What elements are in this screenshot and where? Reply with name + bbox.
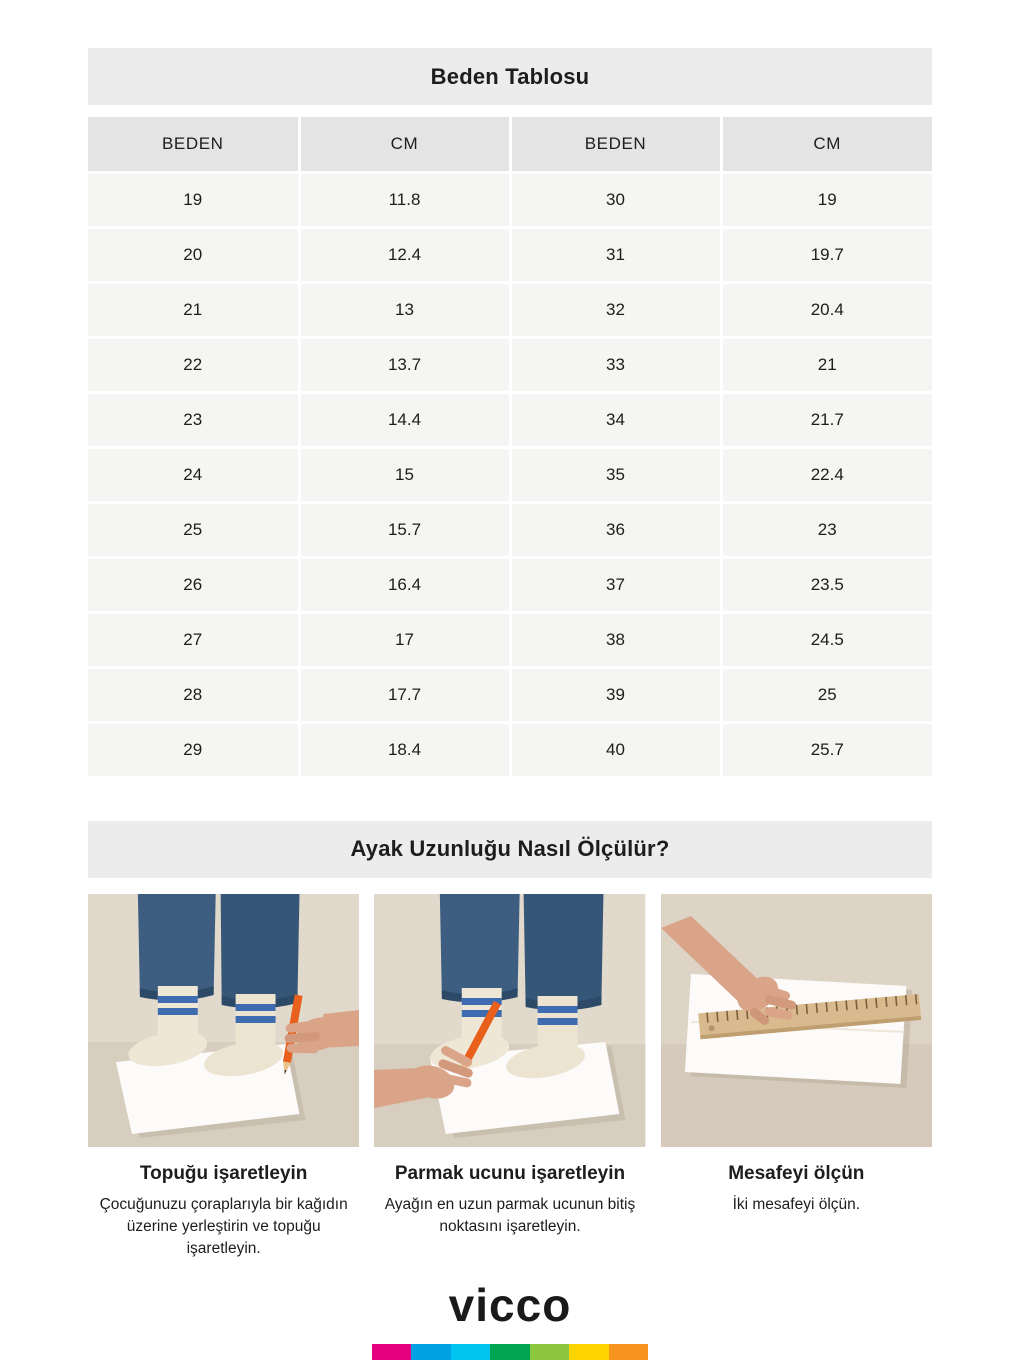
table-row [88,612,932,667]
cm-cell: 14.4 [299,392,510,447]
cm-cell: 11.8 [299,172,510,227]
size-cell: 35 [510,447,721,502]
brand-color-segment [411,1344,450,1360]
brand-color-segment [609,1344,648,1360]
jeans-leg [221,894,300,1004]
table-row [88,722,932,777]
cm-cell: 25.7 [721,722,932,777]
table-row [88,282,932,337]
brand-color-segment [569,1344,608,1360]
cm-cell: 21.7 [721,392,932,447]
cm-cell: 22.4 [721,447,932,502]
mark-toe-photo [374,894,645,1147]
size-cell: 37 [510,557,721,612]
page-content [88,0,932,1261]
cm-cell: 18.4 [299,722,510,777]
table-row [88,557,932,612]
table-row [88,337,932,392]
size-table [88,117,932,779]
size-cell: 25 [88,502,299,557]
step-title: Parmak ucunu işaretleyin [394,1162,626,1184]
cm-cell: 24.5 [721,612,932,667]
size-cell: 33 [510,337,721,392]
size-cell: 19 [88,172,299,227]
header-row [88,117,932,172]
cm-cell: 17.7 [299,667,510,722]
cm-cell: 25 [721,667,932,722]
cm-cell: 13.7 [299,337,510,392]
measure-distance-photo [661,894,932,1147]
cm-cell: 23.5 [721,557,932,612]
size-cell: 27 [88,612,299,667]
table-row [88,447,932,502]
size-table-title: Beden Tablosu [430,63,590,89]
size-cell: 24 [88,447,299,502]
mark-heel-photo [88,894,359,1147]
step-description: Çocuğunuzu çoraplarıyla bir kağıdın üzerine yerleştirin ve topuğu işaretleyin. [99,1195,348,1258]
step-title: Topuğu işaretleyin [139,1162,308,1184]
brand-color-segment [490,1344,529,1360]
jeans-leg [440,894,520,998]
size-cell: 32 [510,282,721,337]
step-mark-heel [88,894,359,1261]
brand-color-segment [372,1344,411,1360]
size-cell: 39 [510,667,721,722]
size-cell: 23 [88,392,299,447]
size-cell: 20 [88,227,299,282]
table-row [88,392,932,447]
size-cell: 30 [510,172,721,227]
brand-color-bar [372,1344,648,1360]
size-cell: 38 [510,612,721,667]
cm-cell: 13 [299,282,510,337]
cm-cell: 15 [299,447,510,502]
size-cell: 31 [510,227,721,282]
size-cell: 21 [88,282,299,337]
table-row [88,227,932,282]
cm-cell: 23 [721,502,932,557]
cm-cell: 16.4 [299,557,510,612]
col-header-cm-left: CM [299,117,510,172]
measure-section-header-bar [88,821,932,878]
brand-color-segment [451,1344,490,1360]
cm-cell: 20.4 [721,282,932,337]
step-title: Mesafeyi ölçün [728,1162,865,1184]
measure-steps [88,894,932,1261]
brand-color-segment [530,1344,569,1360]
table-row [88,502,932,557]
size-cell: 22 [88,337,299,392]
size-cell: 34 [510,392,721,447]
measure-section-title: Ayak Uzunluğu Nasıl Ölçülür? [350,836,670,861]
cm-cell: 19.7 [721,227,932,282]
size-cell: 29 [88,722,299,777]
vicco-logo: vicco [448,1279,572,1331]
cm-cell: 15.7 [299,502,510,557]
cm-cell: 17 [299,612,510,667]
col-header-beden-left: BEDEN [88,117,299,172]
size-cell: 36 [510,502,721,557]
step-description: İki mesafeyi ölçün. [732,1195,861,1213]
step-measure-distance [661,894,932,1261]
size-table-body [88,172,932,777]
footer [0,1279,1020,1360]
jeans-leg [524,894,604,1006]
step-description: Ayağın en uzun parmak ucunun bitiş noktasını işaretleyin. [384,1195,636,1235]
col-header-cm-right: CM [721,117,932,172]
size-table-header-bar [88,48,932,105]
size-cell: 40 [510,722,721,777]
col-header-beden-right: BEDEN [510,117,721,172]
size-table-head [88,117,932,172]
table-row [88,172,932,227]
jeans-leg [138,894,216,996]
size-cell: 28 [88,667,299,722]
cm-cell: 12.4 [299,227,510,282]
step-mark-toe [374,894,645,1261]
table-row [88,667,932,722]
cm-cell: 21 [721,337,932,392]
cm-cell: 19 [721,172,932,227]
size-cell: 26 [88,557,299,612]
